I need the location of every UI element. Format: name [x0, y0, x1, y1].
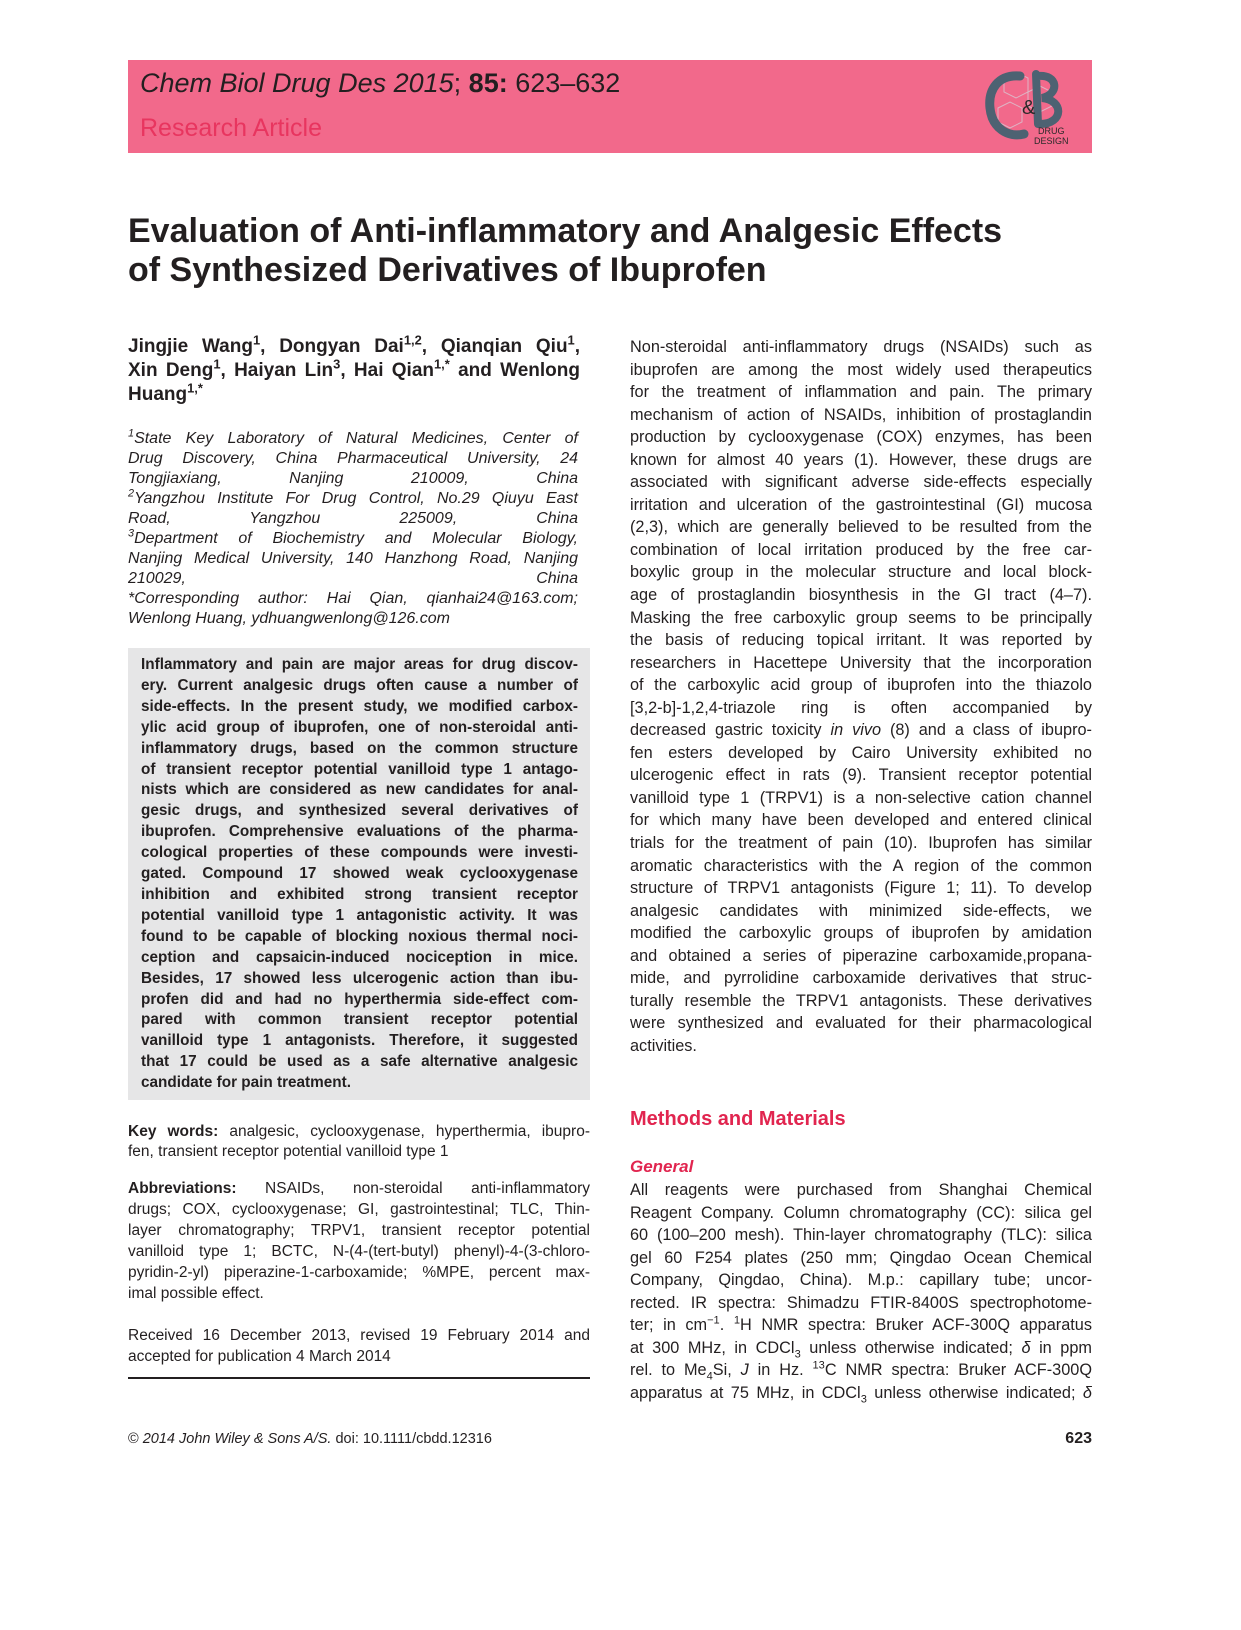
text-line	[630, 1359, 1092, 1382]
text-segment: unless otherwise indicated;	[866, 1383, 1083, 1402]
text-line	[630, 945, 1092, 968]
text-line	[128, 489, 578, 509]
text-segment: ulcerogenic effect in rats (9). Transient receptor potential	[630, 766, 1092, 785]
superscript: 3	[333, 356, 341, 372]
text-line	[630, 1035, 1092, 1058]
text-segment: All reagents were purchased from Shanghai Chemical	[630, 1181, 1092, 1199]
text-line	[630, 809, 1092, 832]
text-segment: Reagent Company. Column chromatography (CC): silica gel	[630, 1203, 1092, 1222]
text-segment: , Dongyan Dai	[260, 336, 404, 357]
journal-citation	[140, 68, 620, 99]
text-segment: nists which are considered as new candidates for anal-	[141, 781, 578, 799]
text-line	[128, 569, 578, 589]
text-line	[630, 449, 1092, 472]
text-line	[141, 780, 578, 801]
text-segment: C NMR spectra: Bruker ACF-300Q	[824, 1361, 1092, 1380]
text-segment: structure of TRPV1 antagonists (Figure 1; 11). To develop	[630, 879, 1092, 898]
text-segment: δ	[1021, 1338, 1031, 1357]
text-segment: Key words:	[128, 1123, 219, 1140]
text-segment: gesic drugs, and synthesized several derivatives of	[141, 802, 578, 820]
superscript: 13	[812, 1359, 825, 1372]
text-line	[630, 1012, 1092, 1035]
text-segment: Wenlong Huang, ydhuangwenlong@126.com	[128, 610, 450, 627]
text-line	[141, 969, 578, 990]
journal-banner	[128, 60, 1092, 153]
text-segment: accepted for publication 4 March 2014	[128, 1348, 391, 1365]
text-segment: analgesic, cyclooxygenase, hyperthermia, ibupro-	[218, 1123, 590, 1140]
text-line	[128, 356, 580, 383]
text-segment: layer chromatography; TRPV1, transient receptor potential	[128, 1222, 590, 1239]
superscript: 1,2	[403, 332, 422, 348]
text-line	[128, 1262, 590, 1283]
text-segment: pared with common transient receptor potential	[141, 1011, 578, 1029]
journal-logo	[984, 68, 1070, 148]
subsection-heading: General	[630, 1157, 694, 1176]
text-line	[630, 494, 1092, 517]
text-line	[630, 1224, 1092, 1247]
text-segment: Huang	[128, 384, 188, 405]
text-segment: age of prostaglandin biosynthesis in the GI tract (4–7).	[630, 586, 1092, 605]
text-line	[128, 609, 578, 629]
text-segment: Received 16 December 2013, revised 19 February 2014 and	[128, 1327, 590, 1344]
text-line	[630, 426, 1092, 449]
text-segment: analgesic candidates with minimized side-effects, we	[630, 901, 1092, 920]
affiliations	[128, 429, 578, 629]
text-line	[141, 864, 578, 885]
text-segment: irritation and ulceration of the gastrointestinal (GI) mucosa	[630, 495, 1092, 514]
text-segment: ception and capsaicin-induced nociception in mice.	[141, 948, 578, 966]
text-line	[630, 1382, 1092, 1405]
text-segment: in vivo	[830, 721, 882, 740]
superscript: 1,*	[187, 380, 203, 396]
text-segment: Road, Yangzhou 225009, China	[128, 510, 578, 527]
copyright-text: 2014 John Wiley & Sons A/S.	[138, 1431, 332, 1447]
text-line	[128, 449, 578, 469]
text-line	[141, 697, 578, 718]
text-line	[128, 429, 578, 449]
text-line	[630, 832, 1092, 855]
text-segment: and obtained a series of piperazine carboxamide,propana-	[630, 946, 1092, 965]
text-segment: aromatic characteristics with the A region of the common	[630, 856, 1092, 875]
text-segment: were synthesized and evaluated for their pharmacological	[630, 1014, 1092, 1033]
text-segment: turally resemble the TRPV1 antagonists. These derivatives	[630, 991, 1092, 1010]
text-line	[141, 1010, 578, 1031]
text-line	[630, 697, 1092, 720]
text-line	[141, 718, 578, 739]
superscript: 3	[128, 527, 135, 540]
text-segment: *Corresponding author: Hai Qian, qianhai24@163.com;	[128, 590, 578, 607]
superscript: 1	[252, 332, 261, 348]
text-segment: mide, and pyrrolidine carboxamide derivatives that struc-	[630, 969, 1092, 988]
text-line	[630, 719, 1092, 742]
text-segment: associated with significant adverse side-effects especially	[630, 473, 1092, 492]
text-segment: vanilloid type 1 (TRPV1) is a non-selective cation channel	[630, 788, 1092, 807]
text-line	[630, 1292, 1092, 1315]
text-line	[141, 655, 578, 676]
introduction-paragraph	[630, 336, 1092, 1058]
text-segment: found to be capable of blocking noxious thermal noci-	[141, 927, 578, 945]
text-segment: and Wenlong	[449, 360, 580, 381]
superscript: 1,*	[434, 356, 450, 372]
text-line	[630, 787, 1092, 810]
text-line	[630, 900, 1092, 923]
text-line	[630, 381, 1092, 404]
text-line	[630, 404, 1092, 427]
citation-separator: ;	[453, 68, 469, 98]
text-line	[630, 516, 1092, 539]
journal-volume: 85:	[468, 68, 508, 98]
text-segment: (8) and a class of ibupro-	[881, 721, 1092, 740]
text-line	[128, 1178, 590, 1199]
text-line	[141, 1052, 578, 1073]
text-segment: 210029, China	[128, 570, 578, 587]
text-segment: side-effects. In the present study, we modified carbox-	[141, 697, 578, 715]
text-segment: of the carboxylic acid group of ibuprofen into the thiazolo	[630, 676, 1092, 695]
superscript: 1	[128, 427, 135, 440]
text-line	[128, 549, 578, 569]
text-line	[141, 843, 578, 864]
footer-copyright	[128, 1431, 492, 1447]
text-segment: Masking the free carboxylic group seems to be principally	[630, 608, 1092, 627]
text-segment: , Qianqian Qiu	[421, 336, 568, 357]
text-segment: ter; in cm	[630, 1316, 708, 1335]
divider-rule	[128, 1377, 590, 1379]
text-segment: in ppm	[1030, 1338, 1092, 1357]
text-line	[141, 1031, 578, 1052]
text-line	[128, 1122, 590, 1142]
text-segment: δ	[1082, 1383, 1092, 1402]
text-line	[128, 1346, 590, 1367]
journal-pages: 623–632	[507, 68, 621, 98]
text-segment: drugs; COX, cyclooxygenase; GI, gastrointestinal; TLC, Thin-	[128, 1201, 590, 1218]
general-paragraph	[630, 1179, 1092, 1404]
text-line	[128, 509, 578, 529]
superscript: 1	[733, 1314, 741, 1327]
text-line	[128, 332, 581, 359]
logo-text-drug: DRUG	[1038, 126, 1065, 136]
text-segment: activities.	[630, 1036, 697, 1055]
text-segment: decreased gastric toxicity	[630, 721, 831, 740]
text-line	[630, 674, 1092, 697]
text-segment: Yangzhou Institute For Drug Control, No.29 Qiuyu East	[134, 490, 578, 507]
text-line	[630, 764, 1092, 787]
text-line	[630, 922, 1092, 945]
abstract-text	[141, 655, 578, 1094]
text-segment: vanilloid type 1 antagonists. Therefore, it suggested	[141, 1032, 578, 1050]
text-line	[630, 1269, 1092, 1292]
section-heading: Methods and Materials	[630, 1108, 846, 1130]
text-line	[630, 1247, 1092, 1270]
logo-text-design: DESIGN	[1034, 136, 1069, 146]
text-line	[630, 1337, 1092, 1360]
text-segment: unless otherwise indicated;	[800, 1338, 1022, 1357]
text-segment: boxylic group in the molecular structure and local block-	[630, 563, 1092, 582]
article-title	[128, 212, 1088, 290]
text-segment: modified the carboxylic groups of ibuprofen by amidation	[630, 924, 1092, 943]
text-line	[141, 1073, 578, 1094]
article-type: Research Article	[140, 114, 323, 142]
text-segment: known for almost 40 years (1). However, these drugs are	[630, 450, 1092, 469]
text-segment: apparatus at 75 MHz, in CDCl	[630, 1383, 861, 1402]
text-line	[630, 471, 1092, 494]
text-segment: NSAIDs, non-steroidal anti-inflammatory	[236, 1180, 590, 1197]
svg-text:&: &	[1022, 97, 1036, 119]
text-segment: gel 60 F254 plates (250 mm; Qingdao Ocean Chemical	[630, 1248, 1092, 1267]
text-segment: of transient receptor potential vanilloid type 1 antago-	[141, 760, 578, 778]
text-segment: the basis of reducing topical irritant. It was reported by	[630, 631, 1092, 650]
text-line	[630, 652, 1092, 675]
text-segment: inflammatory drugs, based on the common structure	[141, 739, 578, 757]
author-list	[128, 332, 581, 407]
text-segment: .	[719, 1316, 734, 1335]
text-segment: Xin Deng	[128, 360, 214, 381]
abbreviations	[128, 1178, 590, 1304]
text-line	[141, 760, 578, 781]
text-segment: pyridin-2-yl) piperazine-1-carboxamide; %MPE, percent max-	[128, 1264, 590, 1281]
text-line	[630, 359, 1092, 382]
text-segment: rel. to Me	[630, 1361, 707, 1380]
text-segment: researchers in Hacettepe University that the incorporation	[630, 653, 1092, 672]
text-segment: that 17 could be used as a safe alternative analgesic	[141, 1053, 578, 1071]
text-line	[128, 469, 578, 489]
text-line	[141, 948, 578, 969]
text-line	[141, 885, 578, 906]
text-segment: ,	[574, 336, 581, 357]
text-segment: Besides, 17 showed less ulcerogenic action than ibu-	[141, 969, 578, 987]
text-line	[630, 584, 1092, 607]
received-dates	[128, 1325, 590, 1367]
text-line	[630, 561, 1092, 584]
text-segment: Jingjie Wang	[128, 336, 253, 357]
text-line	[141, 990, 578, 1011]
text-line	[128, 529, 578, 549]
text-segment: for which many have been developed and entered clinical	[630, 811, 1092, 830]
text-segment: [3,2-b]-1,2,4-triazole ring is often accompanied by	[630, 698, 1092, 717]
text-segment: State Key Laboratory of Natural Medicines, Center of	[134, 430, 578, 447]
text-segment: ery. Current analgesic drugs often cause a number of	[141, 676, 578, 694]
text-line	[141, 822, 578, 843]
title-line: of Synthesized Derivatives of Ibuprofen	[128, 251, 767, 289]
text-line	[630, 742, 1092, 765]
superscript: 2	[128, 487, 135, 500]
text-line	[630, 855, 1092, 878]
text-line	[630, 1314, 1092, 1337]
text-line	[128, 1283, 590, 1304]
text-segment: potential vanilloid type 1 antagonistic activity. It was	[141, 906, 578, 924]
text-segment: mechanism of action of NSAIDs, inhibition of prostaglandin	[630, 405, 1092, 424]
text-segment: Department of Biochemistry and Molecular Biology,	[134, 530, 578, 547]
text-segment: Nanjing Medical University, 140 Hanzhong Road, Nanjing	[128, 550, 578, 567]
text-segment: fen esters developed by Cairo University exhibited no	[630, 743, 1092, 762]
text-line	[141, 801, 578, 822]
text-segment: fen, transient receptor potential vanilloid type 1	[128, 1143, 449, 1160]
text-line	[630, 629, 1092, 652]
text-line	[630, 877, 1092, 900]
text-line	[630, 1202, 1092, 1225]
text-segment: inhibition and exhibited strong transient receptor	[141, 885, 578, 903]
text-segment: rected. IR spectra: Shimadzu FTIR-8400S spectrophotome-	[630, 1293, 1092, 1312]
page-number: 623	[1065, 1430, 1092, 1447]
text-segment: Abbreviations:	[128, 1180, 237, 1197]
text-line	[630, 967, 1092, 990]
doi-link[interactable]: doi: 10.1111/cbdd.12316	[331, 1431, 492, 1447]
text-segment: Tongjiaxiang, Nanjing 210009, China	[128, 470, 578, 487]
text-line	[141, 927, 578, 948]
text-line	[128, 1142, 590, 1162]
text-segment: imal possible effect.	[128, 1285, 264, 1302]
text-segment: J	[740, 1361, 749, 1380]
text-line	[141, 676, 578, 697]
text-line	[128, 1220, 590, 1241]
text-segment: 60 (100–200 mesh). Thin-layer chromatography (TLC): silica	[630, 1226, 1092, 1245]
text-line	[128, 380, 580, 407]
text-line	[128, 1241, 590, 1262]
text-segment: ibuprofen. Comprehensive evaluations of the pharma-	[141, 823, 578, 841]
text-segment: at 300 MHz, in CDCl	[630, 1338, 795, 1357]
text-line	[630, 336, 1092, 359]
text-line	[141, 906, 578, 927]
copyright-symbol: ©	[128, 1431, 139, 1447]
text-segment: Company, Qingdao, China). M.p.: capillary tube; uncor-	[630, 1271, 1092, 1290]
subscript: 4	[706, 1370, 713, 1383]
text-line	[128, 1325, 590, 1346]
text-segment: (2,3), which are generally believed to be resulted from the	[630, 518, 1092, 537]
text-segment: ibuprofen are among the most widely used therapeutics	[630, 360, 1092, 379]
superscript: −1	[707, 1314, 720, 1327]
text-segment: candidate for pain treatment.	[141, 1074, 351, 1092]
text-segment: trials for the treatment of pain (10). Ibuprofen has similar	[630, 834, 1092, 853]
text-line	[630, 990, 1092, 1013]
text-line	[630, 539, 1092, 562]
text-segment: cological properties of these compounds were investi-	[141, 844, 578, 862]
text-segment: production by cyclooxygenase (COX) enzymes, has been	[630, 428, 1092, 447]
subscript: 3	[794, 1348, 801, 1361]
text-segment: for the treatment of inflammation and pain. The primary	[630, 383, 1092, 402]
text-segment: combination of local irritation produced by the free car-	[630, 540, 1092, 559]
text-segment: vanilloid type 1; BCTC, N-(4-(tert-butyl) phenyl)-4-(3-chloro-	[128, 1243, 590, 1260]
subscript: 3	[860, 1393, 867, 1406]
superscript: 1	[213, 356, 221, 372]
superscript: 1	[567, 332, 575, 348]
text-segment: , Hai Qian	[340, 360, 434, 381]
text-segment: , Haiyan Lin	[220, 360, 334, 381]
journal-name: Chem Biol Drug Des 2015	[140, 68, 454, 98]
text-line	[141, 739, 578, 760]
text-line	[128, 589, 578, 609]
text-segment: Drug Discovery, China Pharmaceutical University, 24	[128, 450, 578, 467]
keywords	[128, 1122, 590, 1162]
text-segment: H NMR spectra: Bruker ACF-300Q apparatus	[740, 1316, 1092, 1335]
text-line	[630, 607, 1092, 630]
text-segment: Non-steroidal anti-inflammatory drugs (NSAIDs) such as	[630, 338, 1092, 356]
text-segment: Inflammatory and pain are major areas for drug discov-	[141, 656, 578, 673]
text-segment: ylic acid group of ibuprofen, one of non-steroidal anti-	[141, 718, 578, 736]
text-segment: Si,	[712, 1361, 741, 1380]
text-segment: in Hz.	[748, 1361, 813, 1380]
text-line	[630, 1179, 1092, 1202]
text-line	[128, 1199, 590, 1220]
text-segment: gated. Compound 17 showed weak cyclooxygenase	[141, 865, 578, 883]
title-line: Evaluation of Anti-inflammatory and Analgesic Effects	[128, 212, 1003, 250]
text-segment: profen did and had no hyperthermia side-effect com-	[141, 990, 578, 1008]
